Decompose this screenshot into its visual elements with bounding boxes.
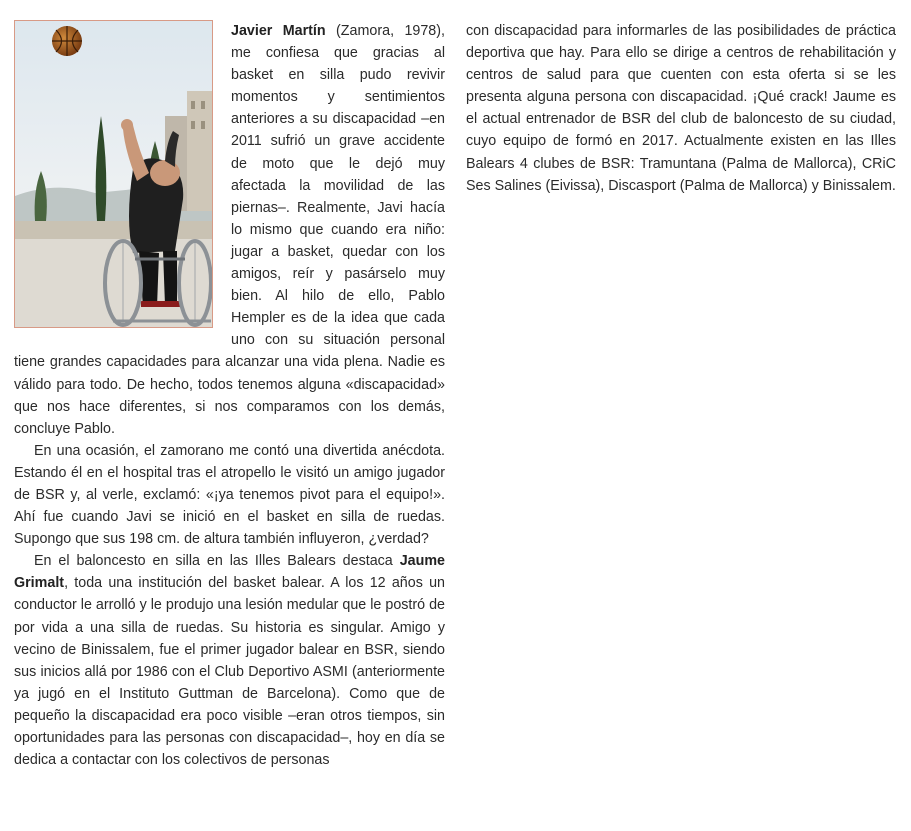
paragraph-jaume-text: , toda una institución del basket balear. A los 12 años un conductor le arrolló y le produjo una lesión medular que le postró de por vida a una silla de ruedas. Su historia es singular. Amigo y vecino de Binissalem, fue el primer jugador balear en BSR, siendo sus inicios allá por 1986 con el Club Deportivo ASMI (anteriormente ya jugó en el Instituto Guttman de Barcelona). Como que de pequeño la discapacidad era poco visible –eran otros tiempos, sin oportunidades para las personas con discapacidad–, hoy en día se dedica a contactar con los colectivos de personas: [14, 575, 445, 769]
paragraph-continuation: con discapacidad para informarles de las posibilidades de práctica deportiva que hay. Para ello se dirige a centros de rehabilitación y centros de salud para que cuenten con esta oferta si se les presenta alguna persona con discapacidad. ¡Qué crack! Jaume es el actual entrenador de BSR del club de baloncesto de su ciudad, cuyo equipo de formó en 2017. Actualmente existen en las Illes Balears 4 clubes de BSR: Tramuntana (Palma de Mallorca), CRiC Ses Salines (Eivissa), Discasport (Palma de Mallorca) y Binissalem.: [466, 23, 896, 194]
photo-illustration: [15, 21, 212, 327]
paragraph-javier-text: (Zamora, 1978), me confiesa que gracias al basket en silla pudo revivir momentos y sentimientos anteriores a su discapacidad –en 2011 sufrió un grave accidente de moto que le dejó muy afectada la movilidad de las piernas–. Realmente, Javi hacía lo mismo que cuando era niño: jugar a basket, quedar con los amigos, reír y pasárselo muy bien. Al hilo de ello, Pablo Hempler es de la idea que cada uno con su situación personal tiene grandes capacidades para alcanzar una vida plena. Nadie es válido para todo. De hecho, todos tenemos alguna «discapacidad» que nos hace diferentes, si nos comparamos con los demás, concluye Pablo.: [14, 23, 445, 437]
name-javier-martin: Javier Martín: [231, 23, 326, 39]
right-column: [466, 20, 896, 197]
wheelchair-basketball-photo: [14, 20, 213, 328]
paragraph-jaume-lead: En el baloncesto en silla en las Illes Balears destaca: [34, 553, 400, 570]
paragraph-anecdote: En una ocasión, el zamorano me contó una divertida anécdota. Estando él en el hospital tras el atropello le visitó un amigo jugador de BSR y, al verle, exclamó: «¡ya tenemos pivot para el equipo!». Ahí fue cuando Javi se inició en el basket en silla de ruedas. Supongo que sus 198 cm. de altura también influyeron, ¿verdad?: [14, 442, 445, 548]
name-jaume-grimalt: Jaume Grimalt: [14, 553, 445, 592]
left-column: [14, 20, 445, 771]
paragraph-jaume: [14, 550, 445, 771]
